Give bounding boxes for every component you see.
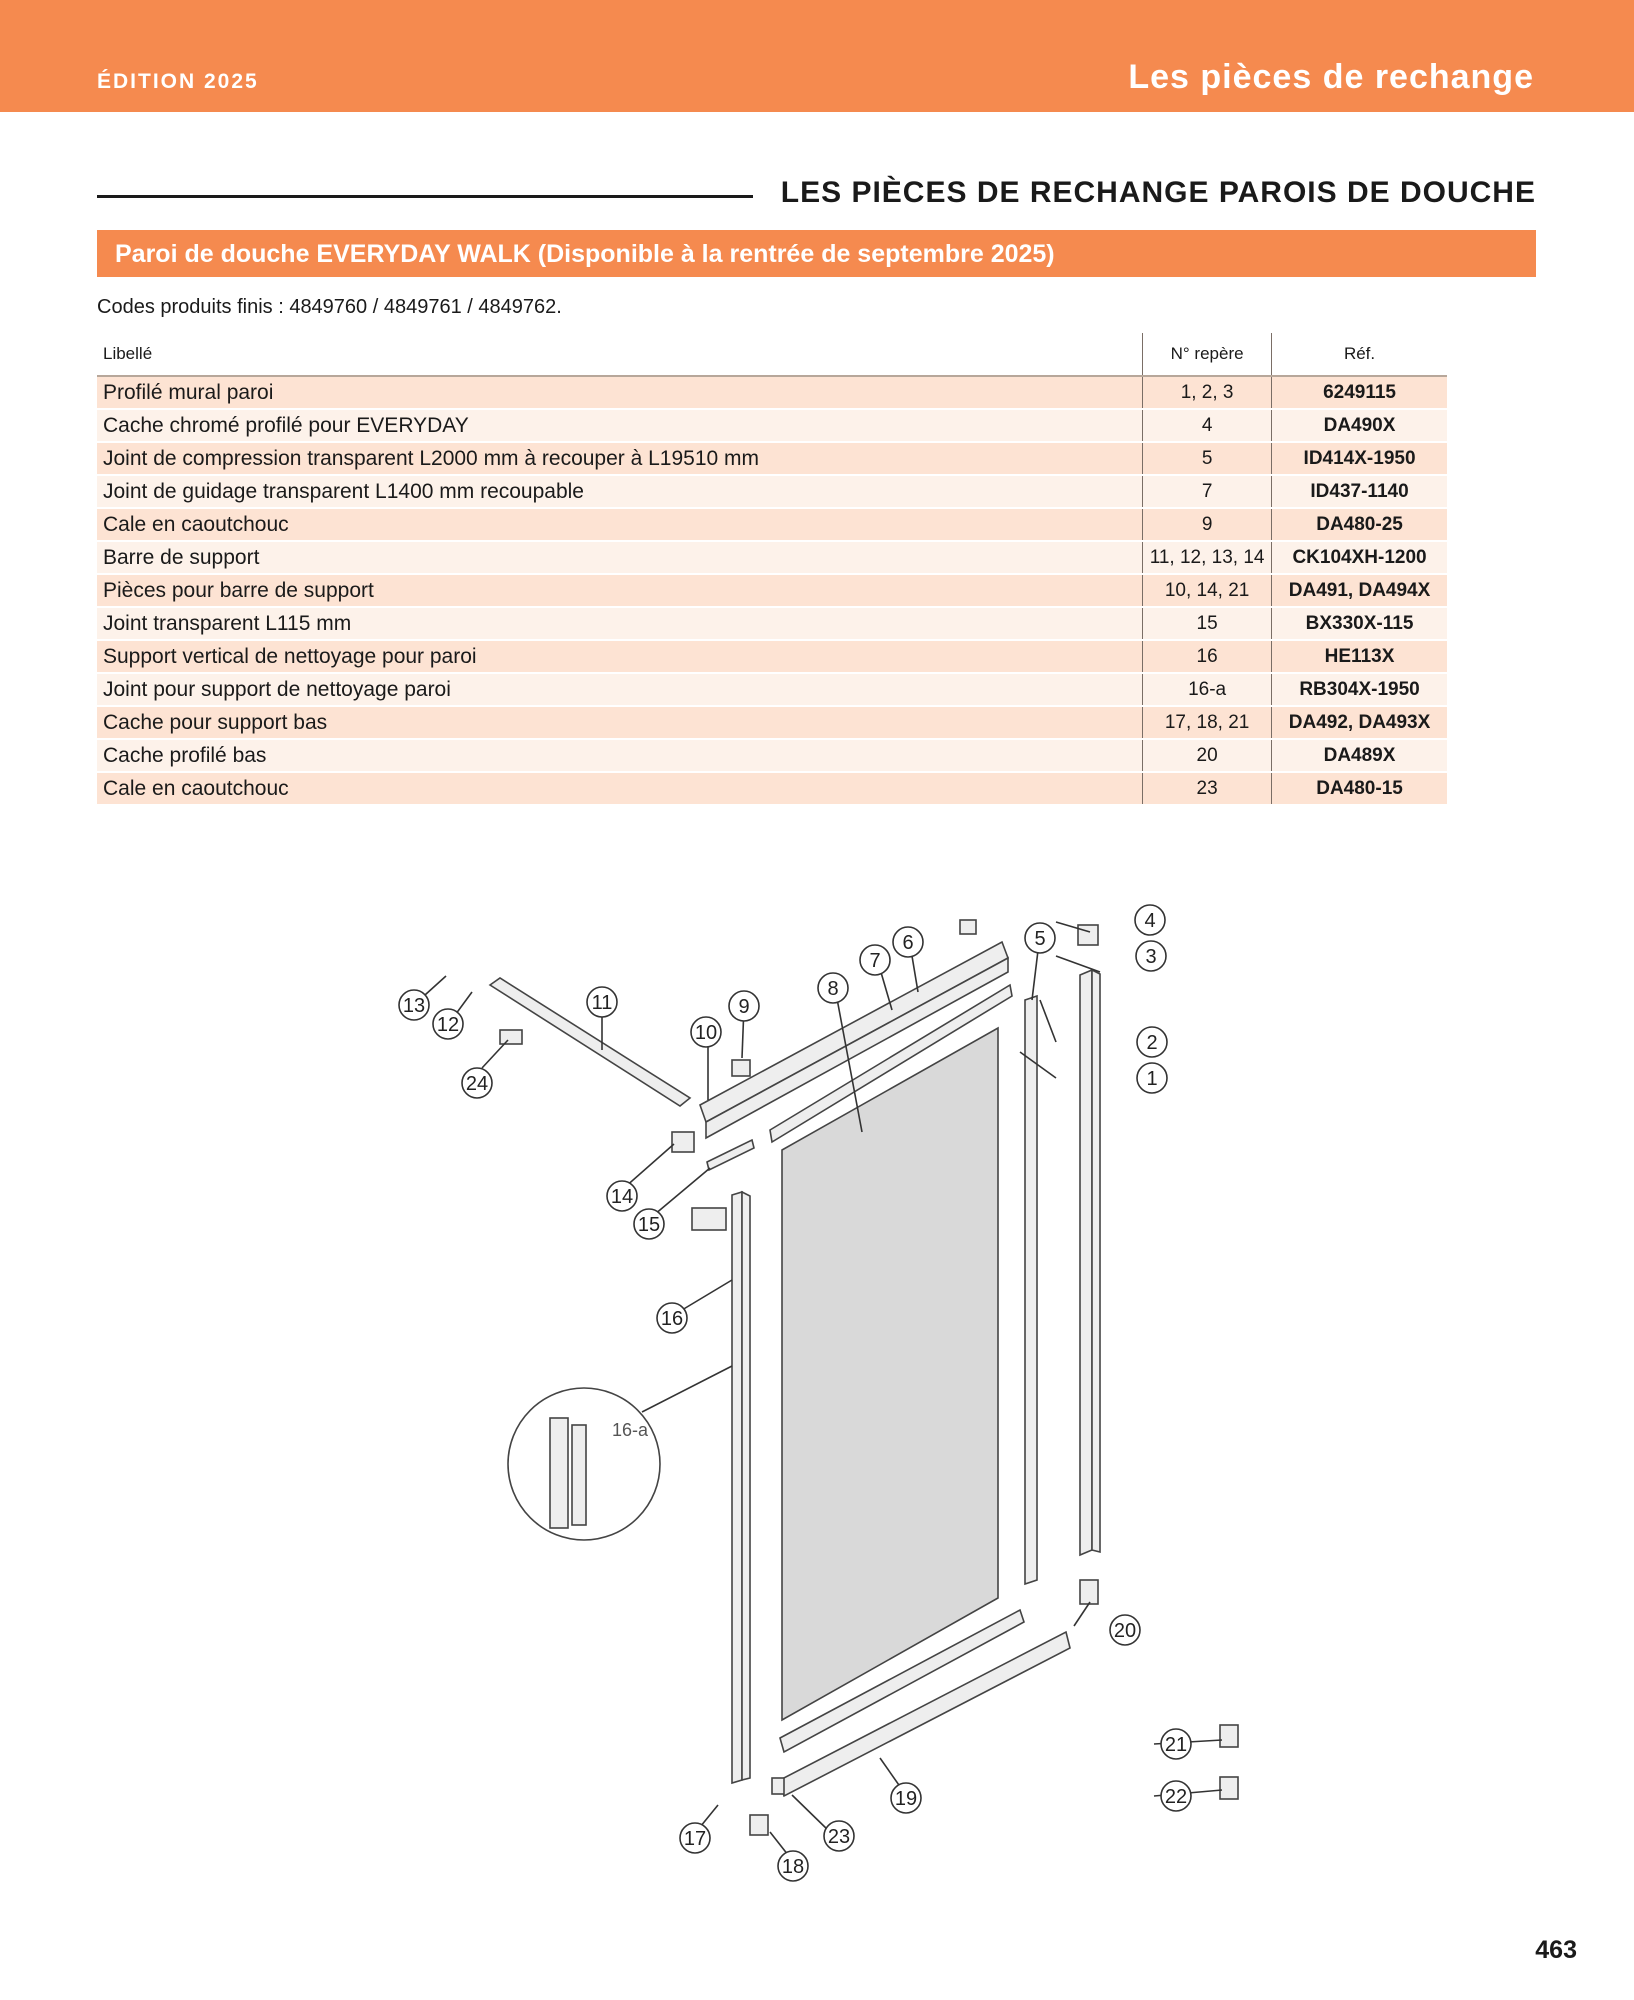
row-number: 4 xyxy=(1143,409,1272,442)
row-label: Cache chromé profilé pour EVERYDAY xyxy=(97,409,1143,442)
row-ref: DA491, DA494X xyxy=(1272,574,1447,607)
row-label: Cale en caoutchouc xyxy=(97,772,1143,805)
callout-15 xyxy=(634,1209,664,1239)
row-label: Pièces pour barre de support xyxy=(97,574,1143,607)
table-row xyxy=(97,706,1447,739)
callout-13 xyxy=(399,990,429,1020)
row-label: Support vertical de nettoyage pour paroi xyxy=(97,640,1143,673)
row-ref: DA490X xyxy=(1272,409,1447,442)
exploded-view-diagram xyxy=(380,880,1260,1900)
header-number: N° repère xyxy=(1143,333,1272,376)
glass-panel xyxy=(782,1028,998,1720)
leader-20 xyxy=(1074,1602,1090,1626)
svg-text:15: 15 xyxy=(637,1214,661,1236)
row-ref: ID414X-1950 xyxy=(1272,442,1447,475)
row-label: Cache pour support bas xyxy=(97,706,1143,739)
callout-16 xyxy=(657,1303,687,1333)
section-divider xyxy=(97,195,753,198)
row-ref: DA489X xyxy=(1272,739,1447,772)
row-ref: BX330X-115 xyxy=(1272,607,1447,640)
edition-label: ÉDITION 2025 xyxy=(97,70,259,93)
table-row xyxy=(97,475,1447,508)
bottom-cap-20 xyxy=(1080,1580,1098,1604)
callout-10 xyxy=(691,1017,721,1047)
row-number: 15 xyxy=(1143,607,1272,640)
page-number: 463 xyxy=(1535,1936,1577,1964)
callout-5 xyxy=(1025,923,1055,953)
bar-piece-14 xyxy=(672,1132,694,1152)
table-row xyxy=(97,508,1447,541)
header-ref: Réf. xyxy=(1272,333,1447,376)
callout-20 xyxy=(1110,1615,1140,1645)
svg-text:7: 7 xyxy=(869,950,881,972)
row-number: 5 xyxy=(1143,442,1272,475)
table-header-row xyxy=(97,333,1447,376)
svg-text:1: 1 xyxy=(1146,1068,1158,1090)
callout-4 xyxy=(1135,905,1165,935)
table-row xyxy=(97,409,1447,442)
row-number: 10, 14, 21 xyxy=(1143,574,1272,607)
svg-text:16: 16 xyxy=(660,1308,684,1330)
product-title: Paroi de douche EVERYDAY WALK (Disponible à la rentrée de septembre 2025) xyxy=(115,240,1055,268)
svg-text:3: 3 xyxy=(1145,946,1157,968)
callout-21 xyxy=(1161,1729,1191,1759)
detail-label: 16-a xyxy=(612,1420,649,1440)
header-label: Libellé xyxy=(97,333,1143,376)
wall-profile xyxy=(1080,970,1092,1555)
row-label: Joint pour support de nettoyage paroi xyxy=(97,673,1143,706)
section-title: LES PIÈCES DE RECHANGE PAROIS DE DOUCHE xyxy=(780,176,1536,209)
callout-17 xyxy=(680,1823,710,1853)
cap-22 xyxy=(1220,1777,1238,1799)
row-ref: DA480-15 xyxy=(1272,772,1447,805)
table-row xyxy=(97,673,1447,706)
part-24 xyxy=(500,1030,522,1044)
detail-leader xyxy=(642,1366,732,1412)
svg-text:12: 12 xyxy=(436,1014,460,1036)
callout-8 xyxy=(818,973,848,1003)
callout-3 xyxy=(1136,941,1166,971)
cap-21 xyxy=(1220,1725,1238,1747)
callout-1 xyxy=(1137,1063,1167,1093)
table-row xyxy=(97,574,1447,607)
table-row xyxy=(97,442,1447,475)
table-row xyxy=(97,739,1447,772)
callout-22 xyxy=(1161,1781,1191,1811)
svg-text:5: 5 xyxy=(1034,928,1046,950)
row-ref: 6249115 xyxy=(1272,376,1447,409)
detail-seal-profile-2 xyxy=(572,1425,586,1525)
row-label: Joint de compression transparent L2000 mm à recouper à L19510 mm xyxy=(97,442,1143,475)
row-number: 20 xyxy=(1143,739,1272,772)
seal-15 xyxy=(707,1140,754,1170)
svg-text:13: 13 xyxy=(402,995,426,1017)
svg-text:14: 14 xyxy=(610,1186,634,1208)
table-row xyxy=(97,607,1447,640)
row-ref: DA480-25 xyxy=(1272,508,1447,541)
leader-24 xyxy=(482,1040,508,1068)
svg-text:2: 2 xyxy=(1146,1032,1158,1054)
product-codes: Codes produits finis : 4849760 / 4849761 / 4849762. xyxy=(97,296,562,318)
svg-text:17: 17 xyxy=(683,1828,707,1850)
row-ref: CK104XH-1200 xyxy=(1272,541,1447,574)
row-number: 23 xyxy=(1143,772,1272,805)
callout-14 xyxy=(607,1181,637,1211)
cleaning-support-side xyxy=(742,1192,750,1780)
wall-profile-side xyxy=(1092,970,1100,1552)
row-number: 1, 2, 3 xyxy=(1143,376,1272,409)
callout-11 xyxy=(587,987,617,1017)
row-ref: DA492, DA493X xyxy=(1272,706,1447,739)
row-label: Profilé mural paroi xyxy=(97,376,1143,409)
row-number: 11, 12, 13, 14 xyxy=(1143,541,1272,574)
row-ref: HE113X xyxy=(1272,640,1447,673)
leader-14 xyxy=(624,1144,674,1188)
row-label: Joint transparent L115 mm xyxy=(97,607,1143,640)
svg-text:20: 20 xyxy=(1113,1620,1137,1642)
svg-text:24: 24 xyxy=(465,1073,489,1095)
svg-text:6: 6 xyxy=(902,932,914,954)
row-number: 16-a xyxy=(1143,673,1272,706)
cap-4 xyxy=(1078,925,1098,945)
row-ref: ID437-1140 xyxy=(1272,475,1447,508)
header-bar xyxy=(0,0,1634,112)
row-number: 16 xyxy=(1143,640,1272,673)
compression-seal xyxy=(1025,996,1037,1584)
row-number: 7 xyxy=(1143,475,1272,508)
row-ref: RB304X-1950 xyxy=(1272,673,1447,706)
callout-2 xyxy=(1137,1027,1167,1057)
svg-text:11: 11 xyxy=(591,992,613,1014)
leader-2 xyxy=(1040,1000,1056,1042)
cleaning-support xyxy=(732,1192,742,1783)
svg-text:10: 10 xyxy=(694,1022,718,1044)
leader-23 xyxy=(792,1795,830,1832)
svg-text:18: 18 xyxy=(781,1856,805,1878)
support-top-cap xyxy=(692,1208,726,1230)
svg-text:22: 22 xyxy=(1164,1786,1188,1808)
table-row xyxy=(97,772,1447,805)
row-number: 9 xyxy=(1143,508,1272,541)
row-label: Cale en caoutchouc xyxy=(97,508,1143,541)
table-row xyxy=(97,640,1447,673)
callout-12 xyxy=(433,1009,463,1039)
svg-text:21: 21 xyxy=(1164,1734,1188,1756)
svg-text:19: 19 xyxy=(894,1788,918,1810)
detail-seal-profile xyxy=(550,1418,568,1528)
header-title: Les pièces de rechange xyxy=(1128,58,1534,96)
product-banner xyxy=(97,230,1536,277)
leader-3 xyxy=(1056,956,1100,972)
row-number: 17, 18, 21 xyxy=(1143,706,1272,739)
row-label: Barre de support xyxy=(97,541,1143,574)
callout-19 xyxy=(891,1783,921,1813)
callout-6 xyxy=(893,927,923,957)
callout-7 xyxy=(860,945,890,975)
parts-table xyxy=(97,333,1447,806)
table-row xyxy=(97,376,1447,409)
block-23 xyxy=(772,1778,784,1794)
svg-text:9: 9 xyxy=(738,996,750,1018)
callout-9 xyxy=(729,991,759,1021)
table-row xyxy=(97,541,1447,574)
svg-text:8: 8 xyxy=(827,978,839,1000)
row-label: Joint de guidage transparent L1400 mm recoupable xyxy=(97,475,1143,508)
svg-text:4: 4 xyxy=(1144,910,1156,932)
callout-18 xyxy=(778,1851,808,1881)
rubber-block-9 xyxy=(732,1060,750,1076)
callout-23 xyxy=(824,1821,854,1851)
callout-24 xyxy=(462,1068,492,1098)
block-top xyxy=(960,920,976,934)
svg-text:23: 23 xyxy=(827,1826,851,1848)
row-label: Cache profilé bas xyxy=(97,739,1143,772)
cap-18 xyxy=(750,1815,768,1835)
